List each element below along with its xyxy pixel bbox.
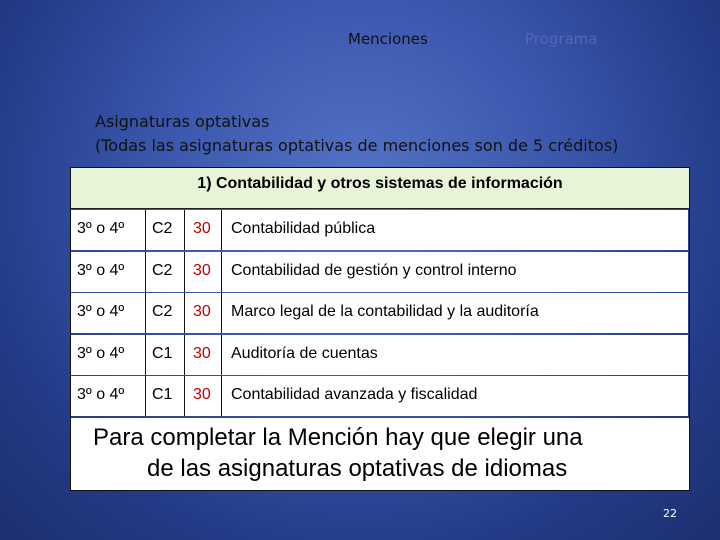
table-row (71, 335, 689, 377)
row-year: 3º o 4º (77, 345, 125, 362)
table-title: 1) Contabilidad y otros sistemas de información (71, 168, 689, 209)
row-code: C2 (152, 220, 173, 237)
row-number: 30 (193, 262, 211, 279)
row-number: 30 (193, 220, 211, 237)
row-code: C2 (152, 262, 173, 279)
table-row (71, 252, 689, 294)
row-code: C1 (152, 386, 173, 403)
nav-link-programa[interactable]: Programa (525, 30, 598, 48)
note-line-2: de las asignaturas optativas de idiomas (147, 455, 568, 482)
heading-title: Asignaturas optativas (95, 112, 270, 131)
row-code: C1 (152, 345, 173, 362)
heading-subtitle: (Todas las asignaturas optativas de menciones son de 5 créditos) (95, 136, 619, 155)
table-row (71, 376, 689, 418)
table-note (71, 418, 689, 490)
row-year: 3º o 4º (77, 386, 125, 403)
courses-table (70, 167, 690, 491)
row-course-name: Marco legal de la contabilidad y la auditoría (231, 303, 539, 320)
row-course-name: Contabilidad pública (231, 220, 376, 237)
table-row (71, 293, 689, 335)
row-year: 3º o 4º (77, 303, 125, 320)
nav-link-menciones[interactable]: Menciones (348, 30, 428, 48)
row-number: 30 (193, 386, 211, 403)
row-number: 30 (193, 303, 211, 320)
row-course-name: Contabilidad de gestión y control interno (231, 262, 517, 279)
row-code: C2 (152, 303, 173, 320)
row-course-name: Auditoría de cuentas (231, 345, 378, 362)
table-row (71, 210, 689, 252)
row-course-name: Contabilidad avanzada y fiscalidad (231, 386, 478, 403)
page-number: 22 (663, 507, 677, 520)
row-number: 30 (193, 345, 211, 362)
section-heading (95, 110, 695, 158)
note-line-1: Para completar la Mención hay que elegir una (93, 424, 583, 451)
row-year: 3º o 4º (77, 220, 125, 237)
top-nav (0, 30, 720, 54)
row-year: 3º o 4º (77, 262, 125, 279)
